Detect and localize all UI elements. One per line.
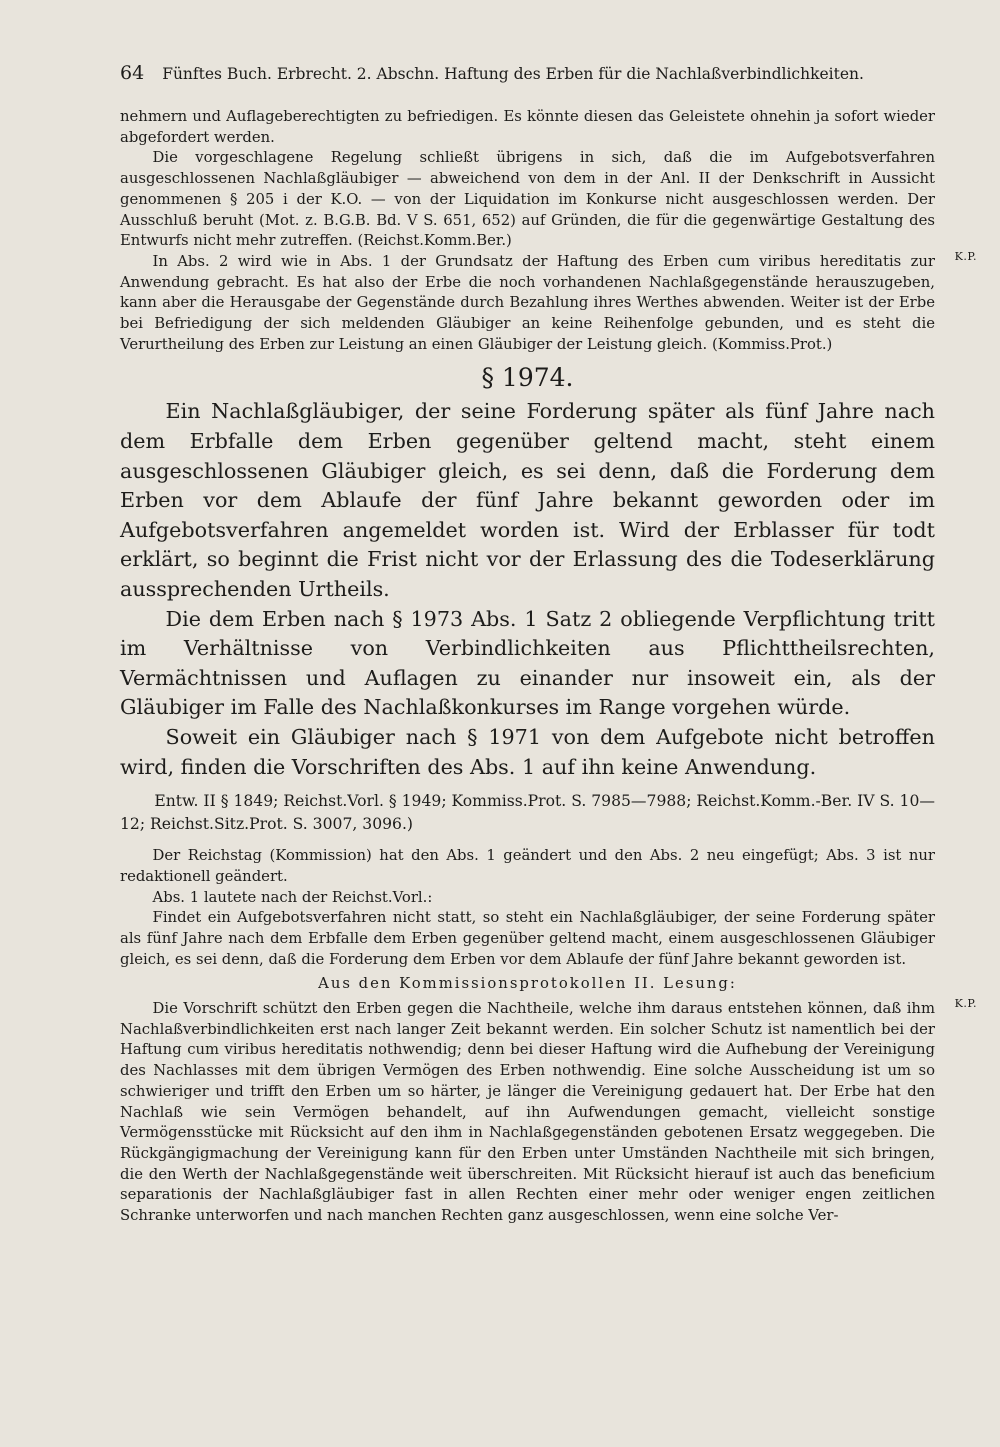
paragraph-continuation: nehmern und Auflageberechtigten zu befriedigen. Es könnte diesen das Geleistete ohnehin ja sofort wieder abgefordert werden. [120,108,935,146]
running-head [120,62,935,85]
running-head-title: Fünftes Buch. Erbrecht. 2. Abschn. Haftung des Erben für die Nachlaßverbindlichkeiten. [162,65,864,83]
old-version-text: Findet ein Aufgebotsverfahren nicht statt, so steht ein Nachlaßgläubiger, der seine Forderung später als fünf Jahre nach dem Erbfalle dem Erben gegenüber geltend macht, einem ausgeschlossenen Gläubiger gleich, es sei denn, daß die Forderung dem Erben vor dem Ablaufe der fünf Jahre bekannt geworden ist. [120,909,935,968]
margin-note-kp: K.P. [954,249,977,263]
statute-text [120,397,935,782]
note-reichstag: Der Reichstag (Kommission) hat den Abs. 1 geändert und den Abs. 2 neu eingefügt; Abs. 3 ist nur redaktionell geändert. [120,847,935,885]
paragraph-abs2-block [120,249,977,356]
note-abs1-old: Abs. 1 lautete nach der Reichst.Vorl.: [152,888,433,906]
commentary-top [120,107,977,355]
section-heading: § 1974. [481,363,574,393]
source-references-text: Entw. II § 1849; Reichst.Vorl. § 1949; Kommiss.Prot. S. 7985—7988; Reichst.Komm.-Ber. IV S. 10—12; Reichst.Sitz.Prot. S. 3007, 3096.) [120,792,935,834]
paragraph-regelung: Die vorgeschlagene Regelung schließt übrigens in sich, daß die im Aufgebotsverfahren ausgeschlossenen Nachlaßgläubiger — abweichend von dem in der Anl. II der Denkschrift in Aussicht genommenen § 205 i der K.O. — von der Liquidation im Konkurse nicht ausgeschlossen werden. Der Ausschluß beruht (Mot. z. B.G.B. Bd. V S. 651, 652) auf Gründen, die für die gegenwärtige Gestaltung des Entwurfs nicht mehr zutreffen. (Reichst.Komm.Ber.) [120,149,935,250]
statute-paragraph-1: Ein Nachlaßgläubiger, der seine Forderung später als fünf Jahre nach dem Erbfalle dem Erben gegenüber geltend macht, steht einem ausgeschlossenen Gläubiger gleich, es sei denn, daß die Forderung dem Erben vor dem Ablaufe der fünf Jahre bekannt geworden oder im Aufgebotsverfahren angemeldet worden ist. Wird der Erblasser für todt erklärt, so beginnt die Frist nicht vor der Erlassung des die Todeserklärung aussprechenden Urtheils. [120,399,935,601]
margin-note-kp-2: K.P. [954,997,977,1011]
protocol-heading: Aus den Kommissionsprotokollen II. Lesung: [318,975,737,993]
statute-paragraph-3: Soweit ein Gläubiger nach § 1971 von dem Aufgebote nicht betroffen wird, finden die Vorschriften des Abs. 1 auf ihn keine Anwendung. [120,724,935,779]
source-references [120,790,935,836]
page-body [120,62,977,1227]
paragraph-abs2: In Abs. 2 wird wie in Abs. 1 der Grundsatz der Haftung des Erben cum viribus hereditatis zur Anwendung gebracht. Es hat also der Erbe die noch vorhandenen Nachlaßgegenstände herauszugeben, kann aber die Herausgabe der Gegenstände durch Bezahlung ihres Werthes abwenden. Weiter ist der Erbe bei Befriedigung der sich meldenden Gläubiger an keine Reihenfolge gebunden, und es steht die Verurtheilung des Erben zur Leistung an einen Gläubiger der Leistung gleich. (Kommiss.Prot.) [120,252,935,353]
page-number: 64 [120,62,145,84]
protocol-text: Die Vorschrift schützt den Erben gegen die Nachtheile, welche ihm daraus entstehen können, daß ihm Nachlaßverbindlichkeiten erst nach langer Zeit bekannt werden. Ein solcher Schutz ist namentlich bei der Haftung cum viribus hereditatis nothwendig; denn bei dieser Haftung wird die Aufhebung der Vereinigung des Nachlasses mit dem übrigen Vermögen des Erben nothwendig. Eine solche Ausscheidung ist um so schwieriger und trifft den Erben um so härter, je länger die Vereinigung gedauert hat. Der Erbe hat den Nachlaß wie sein Vermögen behandelt, auf ihn Aufwendungen gemacht, vielleicht sonstige Vermögensstücke mit Rücksicht auf den ihm in Nachlaßgegenständen gebotenen Ersatz weggegeben. Die Rückgängigmachung der Vereinigung kann für den Erben unter Umständen Nachtheile mit sich bringen, die den Werth der Nachlaßgegenstände weit überschreiten. Mit Rücksicht hierauf ist auch das beneficium separationis der Nachlaßgläubiger fast in allen Rechten einer mehr oder weniger engen zeitlichen Schranke unterworfen und nach manchen Rechten ganz ausgeschlossen, wenn eine solche Ver- [120,1000,935,1225]
statute-paragraph-2: Die dem Erben nach § 1973 Abs. 1 Satz 2 obliegende Verpflichtung tritt im Verhältnisse von Verbindlichkeiten aus Pflichttheilsrechten, Vermächtnissen und Auflagen zu einander nur insoweit ein, als der Gläubiger im Falle des Nachlaßkonkurses im Range vorgehen würde. [120,606,935,720]
commentary-bottom [120,846,977,1227]
protocol-block [120,997,977,1227]
